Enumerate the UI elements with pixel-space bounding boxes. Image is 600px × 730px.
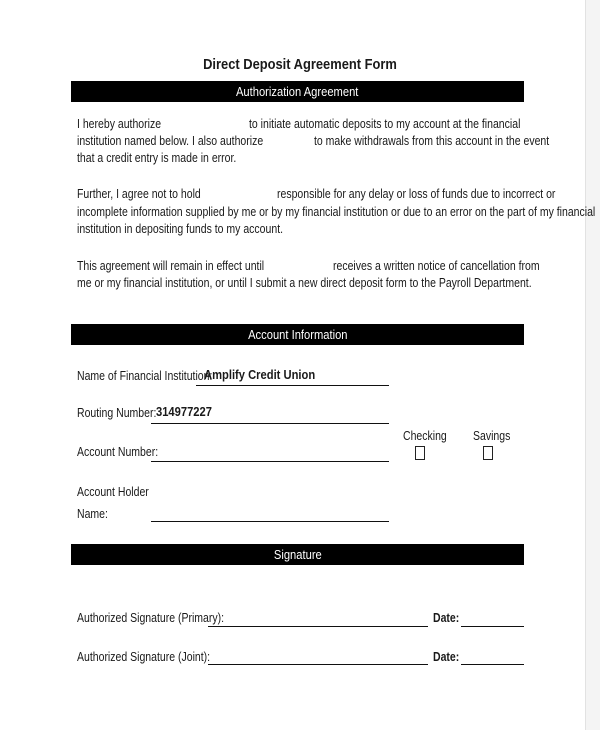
savings-label: Savings bbox=[473, 429, 511, 443]
auth-p2-line2: incomplete information supplied by me or by my financial institution or due to an error on the part of my financial bbox=[77, 205, 596, 219]
auth-p1-line1a: I hereby authorize bbox=[77, 117, 162, 131]
auth-p2-line1a: Further, I agree not to hold bbox=[77, 187, 201, 201]
auth-p1-line3: that a credit entry is made in error. bbox=[77, 151, 237, 165]
savings-checkbox[interactable] bbox=[483, 446, 493, 460]
primary-date-label: Date: bbox=[433, 611, 460, 625]
routing-field[interactable] bbox=[151, 423, 389, 424]
account-number-field[interactable] bbox=[151, 461, 389, 462]
auth-p2-line1b: responsible for any delay or loss of funds due to incorrect or bbox=[277, 187, 556, 201]
auth-p3-line1a: This agreement will remain in effect until bbox=[77, 259, 265, 273]
institution-field[interactable] bbox=[196, 385, 389, 386]
holder-label-line2: Name: bbox=[77, 507, 108, 521]
auth-p3-line1b: receives a written notice of cancellation from bbox=[333, 259, 540, 273]
primary-signature-label: Authorized Signature (Primary): bbox=[77, 611, 225, 625]
section-header-signature-label: Signature bbox=[273, 547, 322, 562]
section-header-authorization bbox=[71, 81, 524, 102]
institution-value: Amplify Credit Union bbox=[204, 367, 316, 382]
auth-p1-line1b: to initiate automatic deposits to my account at the financial bbox=[249, 117, 521, 131]
primary-signature-field[interactable] bbox=[208, 626, 428, 627]
section-header-account bbox=[71, 324, 524, 345]
holder-name-field[interactable] bbox=[151, 521, 389, 522]
auth-p1-line2b: to make withdrawals from this account in the event bbox=[314, 134, 550, 148]
holder-label-line1: Account Holder bbox=[77, 485, 149, 499]
routing-value: 314977227 bbox=[156, 404, 212, 419]
checking-checkbox[interactable] bbox=[415, 446, 425, 460]
auth-p1-line2a: institution named below. I also authorize bbox=[77, 134, 264, 148]
section-header-account-label: Account Information bbox=[247, 327, 348, 342]
auth-p2-line3: institution in depositing funds to my account. bbox=[77, 222, 284, 236]
joint-date-label: Date: bbox=[433, 650, 460, 664]
account-number-label: Account Number: bbox=[77, 445, 159, 459]
section-header-signature bbox=[71, 544, 524, 565]
joint-date-field[interactable] bbox=[461, 664, 524, 665]
auth-p3-line2: me or my financial institution, or until I submit a new direct deposit form to the Payroll Department. bbox=[77, 276, 532, 290]
joint-signature-label: Authorized Signature (Joint): bbox=[77, 650, 211, 664]
routing-label: Routing Number: bbox=[77, 406, 157, 420]
form-title: Direct Deposit Agreement Form bbox=[203, 56, 397, 73]
primary-date-field[interactable] bbox=[461, 626, 524, 627]
checking-label: Checking bbox=[403, 429, 447, 443]
institution-label: Name of Financial Institution: bbox=[77, 369, 213, 383]
vertical-scrollbar[interactable] bbox=[585, 0, 600, 730]
joint-signature-field[interactable] bbox=[208, 664, 428, 665]
section-header-authorization-label: Authorization Agreement bbox=[236, 84, 359, 99]
